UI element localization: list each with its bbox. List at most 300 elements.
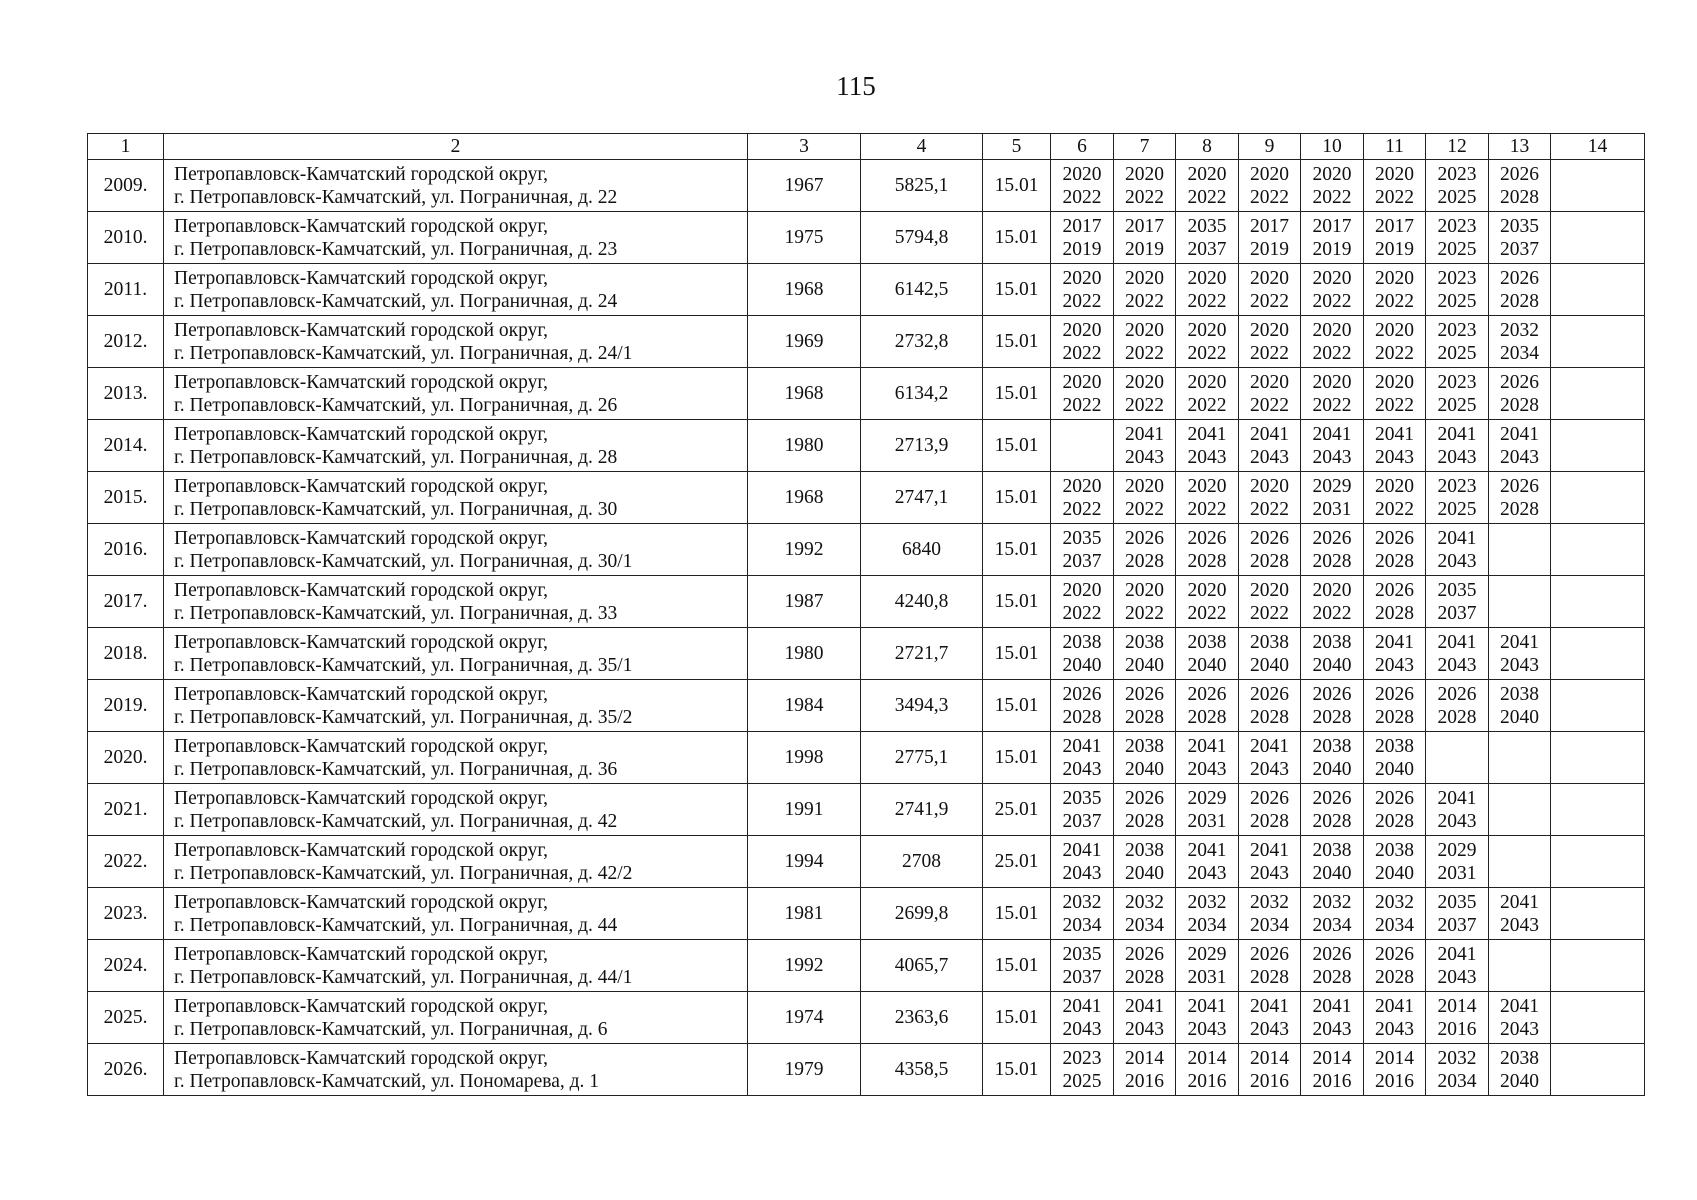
period-end: 2043 [1437, 654, 1477, 676]
area-value: 2699,8 [861, 888, 983, 940]
period-cell [1364, 420, 1426, 472]
address-cell [164, 992, 748, 1044]
period-cell [1489, 524, 1551, 576]
period-cell [1114, 472, 1176, 524]
table-row [88, 264, 1645, 316]
row-number: 2015. [88, 472, 164, 524]
period-start: 2026 [1125, 527, 1164, 549]
table-row [88, 212, 1645, 264]
period-start: 2038 [1250, 631, 1289, 653]
period-start: 2041 [1375, 995, 1414, 1017]
header-cell: 12 [1426, 134, 1489, 160]
period-cell [1176, 940, 1239, 992]
build-year: 1981 [748, 888, 861, 940]
period-cell [1114, 524, 1176, 576]
address-line-1: Петропавловск-Камчатский городской округ, [174, 631, 549, 653]
table-row [88, 1044, 1645, 1096]
period-end: 2025 [1437, 186, 1477, 208]
period-end: 2028 [1500, 290, 1539, 312]
period-start: 2020 [1125, 475, 1164, 497]
address-line-1: Петропавловск-Камчатский городской округ, [174, 683, 549, 705]
period-end: 2022 [1375, 290, 1414, 312]
area-value: 2713,9 [861, 420, 983, 472]
col14-cell [1551, 524, 1645, 576]
col14-cell [1551, 212, 1645, 264]
period-start: 2038 [1062, 631, 1102, 653]
address-cell [164, 368, 748, 420]
period-cell [1489, 368, 1551, 420]
period-cell [1114, 420, 1176, 472]
period-end: 2028 [1375, 706, 1414, 728]
table-row [88, 628, 1645, 680]
period-cell [1239, 628, 1301, 680]
period-cell [1489, 316, 1551, 368]
period-cell [1364, 472, 1426, 524]
period-cell [1051, 836, 1114, 888]
period-end: 2034 [1062, 914, 1102, 936]
header-cell: 14 [1551, 134, 1645, 160]
table-row [88, 784, 1645, 836]
period-start: 2020 [1187, 319, 1227, 341]
row-number: 2010. [88, 212, 164, 264]
address-line-2: г. Петропавловск-Камчатский, ул. Пограничная, д. 36 [174, 758, 618, 780]
code-value: 15.01 [983, 992, 1051, 1044]
row-number: 2023. [88, 888, 164, 940]
period-start: 2020 [1187, 163, 1227, 185]
header-cell: 11 [1364, 134, 1426, 160]
address-cell [164, 420, 748, 472]
period-cell [1239, 316, 1301, 368]
period-start: 2041 [1062, 735, 1102, 757]
period-cell [1364, 524, 1426, 576]
period-end: 2022 [1312, 290, 1352, 312]
period-start: 2017 [1250, 215, 1289, 237]
col14-cell [1551, 576, 1645, 628]
address-cell [164, 888, 748, 940]
area-value: 2721,7 [861, 628, 983, 680]
period-end: 2043 [1125, 1018, 1164, 1040]
code-value: 15.01 [983, 940, 1051, 992]
period-start: 2038 [1375, 839, 1414, 861]
period-start: 2041 [1437, 787, 1477, 809]
period-end: 2040 [1375, 862, 1414, 884]
period-start: 2020 [1375, 267, 1414, 289]
build-year: 1968 [748, 368, 861, 420]
period-start: 2020 [1375, 475, 1414, 497]
period-start: 2038 [1312, 631, 1352, 653]
period-cell [1426, 680, 1489, 732]
period-end: 2028 [1375, 602, 1414, 624]
period-end: 2043 [1375, 446, 1414, 468]
address-cell [164, 524, 748, 576]
area-value: 2363,6 [861, 992, 983, 1044]
address-line-2: г. Петропавловск-Камчатский, ул. Пограничная, д. 35/1 [174, 654, 633, 676]
period-cell [1489, 160, 1551, 212]
period-cell [1301, 1044, 1364, 1096]
col14-cell [1551, 680, 1645, 732]
period-end: 2025 [1437, 342, 1477, 364]
build-year: 1980 [748, 420, 861, 472]
period-start: 2038 [1312, 735, 1352, 757]
period-start: 2041 [1437, 423, 1477, 445]
period-cell [1239, 472, 1301, 524]
period-cell [1364, 940, 1426, 992]
period-cell [1489, 264, 1551, 316]
period-start: 2023 [1437, 319, 1477, 341]
build-year: 1969 [748, 316, 861, 368]
address-line-1: Петропавловск-Камчатский городской округ, [174, 371, 549, 393]
period-end: 2040 [1312, 862, 1352, 884]
code-value: 15.01 [983, 368, 1051, 420]
row-number: 2022. [88, 836, 164, 888]
period-start: 2026 [1125, 683, 1164, 705]
period-end: 2043 [1437, 550, 1477, 572]
period-start: 2032 [1437, 1047, 1477, 1069]
period-start: 2020 [1312, 371, 1352, 393]
period-end: 2028 [1312, 810, 1352, 832]
build-year: 1974 [748, 992, 861, 1044]
period-start: 2014 [1437, 995, 1477, 1017]
period-cell [1114, 1044, 1176, 1096]
build-year: 1984 [748, 680, 861, 732]
build-year: 1967 [748, 160, 861, 212]
period-cell [1051, 576, 1114, 628]
period-start: 2041 [1250, 995, 1289, 1017]
period-cell [1114, 316, 1176, 368]
period-end: 2028 [1375, 966, 1414, 988]
address-line-2: г. Петропавловск-Камчатский, ул. Пограничная, д. 6 [174, 1018, 608, 1040]
code-value: 25.01 [983, 836, 1051, 888]
row-number: 2014. [88, 420, 164, 472]
period-end: 2019 [1375, 238, 1414, 260]
period-cell [1239, 680, 1301, 732]
period-start: 2020 [1062, 475, 1102, 497]
period-start: 2026 [1500, 163, 1539, 185]
period-cell [1489, 732, 1551, 784]
address-line-2: г. Петропавловск-Камчатский, ул. Пограничная, д. 42/2 [174, 862, 633, 884]
period-end: 2025 [1437, 238, 1477, 260]
address-line-2: г. Петропавловск-Камчатский, ул. Пограничная, д. 26 [174, 394, 618, 416]
table-row [88, 940, 1645, 992]
period-start: 2014 [1312, 1047, 1352, 1069]
period-start: 2026 [1437, 683, 1477, 705]
period-cell [1426, 992, 1489, 1044]
address-cell [164, 628, 748, 680]
period-end: 2022 [1187, 342, 1227, 364]
period-end: 2043 [1062, 1018, 1102, 1040]
period-end: 2043 [1250, 1018, 1289, 1040]
code-value: 15.01 [983, 420, 1051, 472]
period-cell [1301, 628, 1364, 680]
area-value: 4240,8 [861, 576, 983, 628]
build-year: 1975 [748, 212, 861, 264]
period-cell [1301, 264, 1364, 316]
period-end: 2025 [1437, 394, 1477, 416]
period-start: 2020 [1250, 319, 1289, 341]
period-cell [1051, 472, 1114, 524]
header-cell: 2 [164, 134, 748, 160]
period-end: 2022 [1312, 186, 1352, 208]
period-cell [1176, 992, 1239, 1044]
period-start: 2026 [1375, 683, 1414, 705]
period-end: 2043 [1312, 446, 1352, 468]
period-end: 2016 [1250, 1070, 1289, 1092]
period-cell [1176, 160, 1239, 212]
col14-cell [1551, 420, 1645, 472]
period-start: 2020 [1250, 371, 1289, 393]
period-cell [1426, 628, 1489, 680]
period-cell [1239, 160, 1301, 212]
period-cell [1364, 680, 1426, 732]
period-cell [1426, 888, 1489, 940]
period-end: 2022 [1312, 342, 1352, 364]
period-end: 2025 [1062, 1070, 1102, 1092]
address-line-1: Петропавловск-Камчатский городской округ, [174, 267, 549, 289]
address-line-2: г. Петропавловск-Камчатский, ул. Пограничная, д. 30/1 [174, 550, 633, 572]
header-cell: 8 [1176, 134, 1239, 160]
period-cell [1239, 264, 1301, 316]
period-cell [1239, 784, 1301, 836]
period-cell [1239, 420, 1301, 472]
address-line-2: г. Петропавловск-Камчатский, ул. Пограничная, д. 24/1 [174, 342, 633, 364]
period-start: 2014 [1250, 1047, 1289, 1069]
row-number: 2018. [88, 628, 164, 680]
period-cell [1239, 888, 1301, 940]
build-year: 1979 [748, 1044, 861, 1096]
area-value: 2775,1 [861, 732, 983, 784]
period-cell [1489, 472, 1551, 524]
period-start: 2035 [1062, 527, 1102, 549]
period-start: 2041 [1125, 423, 1164, 445]
address-line-1: Петропавловск-Камчатский городской округ, [174, 943, 549, 965]
period-end: 2040 [1312, 654, 1352, 676]
period-start: 2032 [1312, 891, 1352, 913]
period-cell [1176, 576, 1239, 628]
period-cell [1426, 524, 1489, 576]
period-cell [1239, 732, 1301, 784]
period-start: 2020 [1312, 319, 1352, 341]
period-cell [1114, 368, 1176, 420]
period-end: 2022 [1187, 290, 1227, 312]
period-cell [1301, 212, 1364, 264]
period-cell [1426, 940, 1489, 992]
address-line-1: Петропавловск-Камчатский городской округ, [174, 527, 549, 549]
address-line-2: г. Петропавловск-Камчатский, ул. Пограничная, д. 22 [174, 186, 618, 208]
period-cell [1114, 940, 1176, 992]
period-cell [1051, 524, 1114, 576]
period-start: 2023 [1437, 475, 1477, 497]
row-number: 2025. [88, 992, 164, 1044]
period-cell [1489, 576, 1551, 628]
period-cell [1176, 1044, 1239, 1096]
period-start: 2032 [1062, 891, 1102, 913]
period-cell [1051, 784, 1114, 836]
address-cell [164, 576, 748, 628]
period-end: 2037 [1500, 238, 1539, 260]
period-start: 2035 [1500, 215, 1539, 237]
period-start: 2035 [1437, 891, 1477, 913]
period-end: 2037 [1062, 810, 1102, 832]
period-cell [1426, 576, 1489, 628]
period-cell [1176, 836, 1239, 888]
period-start: 2041 [1500, 995, 1539, 1017]
period-cell [1239, 212, 1301, 264]
address-cell [164, 680, 748, 732]
code-value: 15.01 [983, 732, 1051, 784]
period-start: 2026 [1312, 943, 1352, 965]
period-end: 2028 [1187, 706, 1227, 728]
table-row [88, 524, 1645, 576]
period-cell [1489, 628, 1551, 680]
period-start: 2017 [1312, 215, 1352, 237]
period-end: 2040 [1250, 654, 1289, 676]
period-start: 2029 [1187, 787, 1227, 809]
row-number: 2021. [88, 784, 164, 836]
table-row [88, 680, 1645, 732]
period-end: 2040 [1125, 654, 1164, 676]
period-end: 2022 [1375, 498, 1414, 520]
period-cell [1364, 316, 1426, 368]
period-cell [1176, 420, 1239, 472]
period-cell [1301, 940, 1364, 992]
period-cell [1426, 368, 1489, 420]
period-start: 2026 [1187, 527, 1227, 549]
period-cell [1364, 1044, 1426, 1096]
period-end: 2043 [1125, 446, 1164, 468]
period-cell [1114, 888, 1176, 940]
table-row [88, 472, 1645, 524]
period-cell [1364, 836, 1426, 888]
address-cell [164, 1044, 748, 1096]
header-cell: 9 [1239, 134, 1301, 160]
header-cell: 10 [1301, 134, 1364, 160]
table-row [88, 160, 1645, 212]
build-year: 1980 [748, 628, 861, 680]
period-start: 2020 [1250, 475, 1289, 497]
period-cell [1051, 368, 1114, 420]
period-end: 2028 [1250, 966, 1289, 988]
period-end: 2040 [1187, 654, 1227, 676]
period-end: 2043 [1500, 446, 1539, 468]
period-start: 2020 [1250, 267, 1289, 289]
period-end: 2043 [1375, 654, 1414, 676]
period-start: 2041 [1437, 943, 1477, 965]
period-start: 2041 [1500, 631, 1539, 653]
area-value: 3494,3 [861, 680, 983, 732]
area-value: 5794,8 [861, 212, 983, 264]
period-cell [1426, 1044, 1489, 1096]
table-row [88, 732, 1645, 784]
period-start: 2023 [1437, 163, 1477, 185]
period-end: 2022 [1375, 186, 1414, 208]
table-row [88, 368, 1645, 420]
row-number: 2012. [88, 316, 164, 368]
period-cell [1301, 524, 1364, 576]
period-cell [1489, 992, 1551, 1044]
period-start: 2041 [1062, 995, 1102, 1017]
period-end: 2022 [1250, 602, 1289, 624]
period-end: 2043 [1187, 758, 1227, 780]
period-end: 2043 [1250, 758, 1289, 780]
period-start: 2020 [1312, 579, 1352, 601]
address-cell [164, 836, 748, 888]
table-row [88, 576, 1645, 628]
period-end: 2028 [1125, 966, 1164, 988]
build-year: 1968 [748, 472, 861, 524]
col14-cell [1551, 264, 1645, 316]
period-end: 2022 [1062, 342, 1102, 364]
period-end: 2022 [1187, 602, 1227, 624]
period-cell [1426, 836, 1489, 888]
header-cell: 1 [88, 134, 164, 160]
period-start: 2026 [1312, 527, 1352, 549]
period-cell [1364, 732, 1426, 784]
period-end: 2022 [1250, 498, 1289, 520]
period-cell [1489, 1044, 1551, 1096]
period-cell [1051, 264, 1114, 316]
period-cell [1489, 420, 1551, 472]
address-cell [164, 472, 748, 524]
period-start: 2035 [1062, 943, 1102, 965]
address-line-1: Петропавловск-Камчатский городской округ, [174, 1047, 549, 1069]
period-start: 2026 [1250, 527, 1289, 549]
period-cell [1426, 732, 1489, 784]
period-cell [1114, 576, 1176, 628]
period-start: 2026 [1500, 475, 1539, 497]
period-cell [1301, 888, 1364, 940]
col14-cell [1551, 888, 1645, 940]
period-start: 2041 [1375, 423, 1414, 445]
period-cell [1489, 940, 1551, 992]
period-start: 2041 [1250, 423, 1289, 445]
period-end: 2031 [1312, 498, 1352, 520]
period-end: 2037 [1062, 966, 1102, 988]
period-start: 2020 [1375, 371, 1414, 393]
period-cell [1426, 316, 1489, 368]
col14-cell [1551, 628, 1645, 680]
period-start: 2041 [1437, 631, 1477, 653]
period-end: 2022 [1062, 186, 1102, 208]
period-end: 2022 [1125, 342, 1164, 364]
period-end: 2016 [1375, 1070, 1414, 1092]
address-line-2: г. Петропавловск-Камчатский, ул. Пограничная, д. 42 [174, 810, 618, 832]
col14-cell [1551, 836, 1645, 888]
address-cell [164, 212, 748, 264]
period-end: 2043 [1187, 446, 1227, 468]
period-start: 2035 [1437, 579, 1477, 601]
period-end: 2043 [1437, 966, 1477, 988]
period-cell [1114, 732, 1176, 784]
period-cell [1114, 680, 1176, 732]
period-start: 2038 [1500, 1047, 1539, 1069]
address-line-1: Петропавловск-Камчатский городской округ, [174, 579, 549, 601]
period-cell [1364, 628, 1426, 680]
header-row [88, 134, 1645, 160]
period-cell [1051, 888, 1114, 940]
area-value: 6134,2 [861, 368, 983, 420]
table-row [88, 888, 1645, 940]
period-end: 2028 [1312, 550, 1352, 572]
period-cell [1426, 264, 1489, 316]
period-end: 2037 [1187, 238, 1227, 260]
period-start: 2041 [1375, 631, 1414, 653]
period-end: 2022 [1125, 394, 1164, 416]
period-start: 2038 [1312, 839, 1352, 861]
period-end: 2025 [1437, 290, 1477, 312]
period-end: 2022 [1187, 498, 1227, 520]
period-end: 2022 [1250, 394, 1289, 416]
period-cell [1301, 836, 1364, 888]
